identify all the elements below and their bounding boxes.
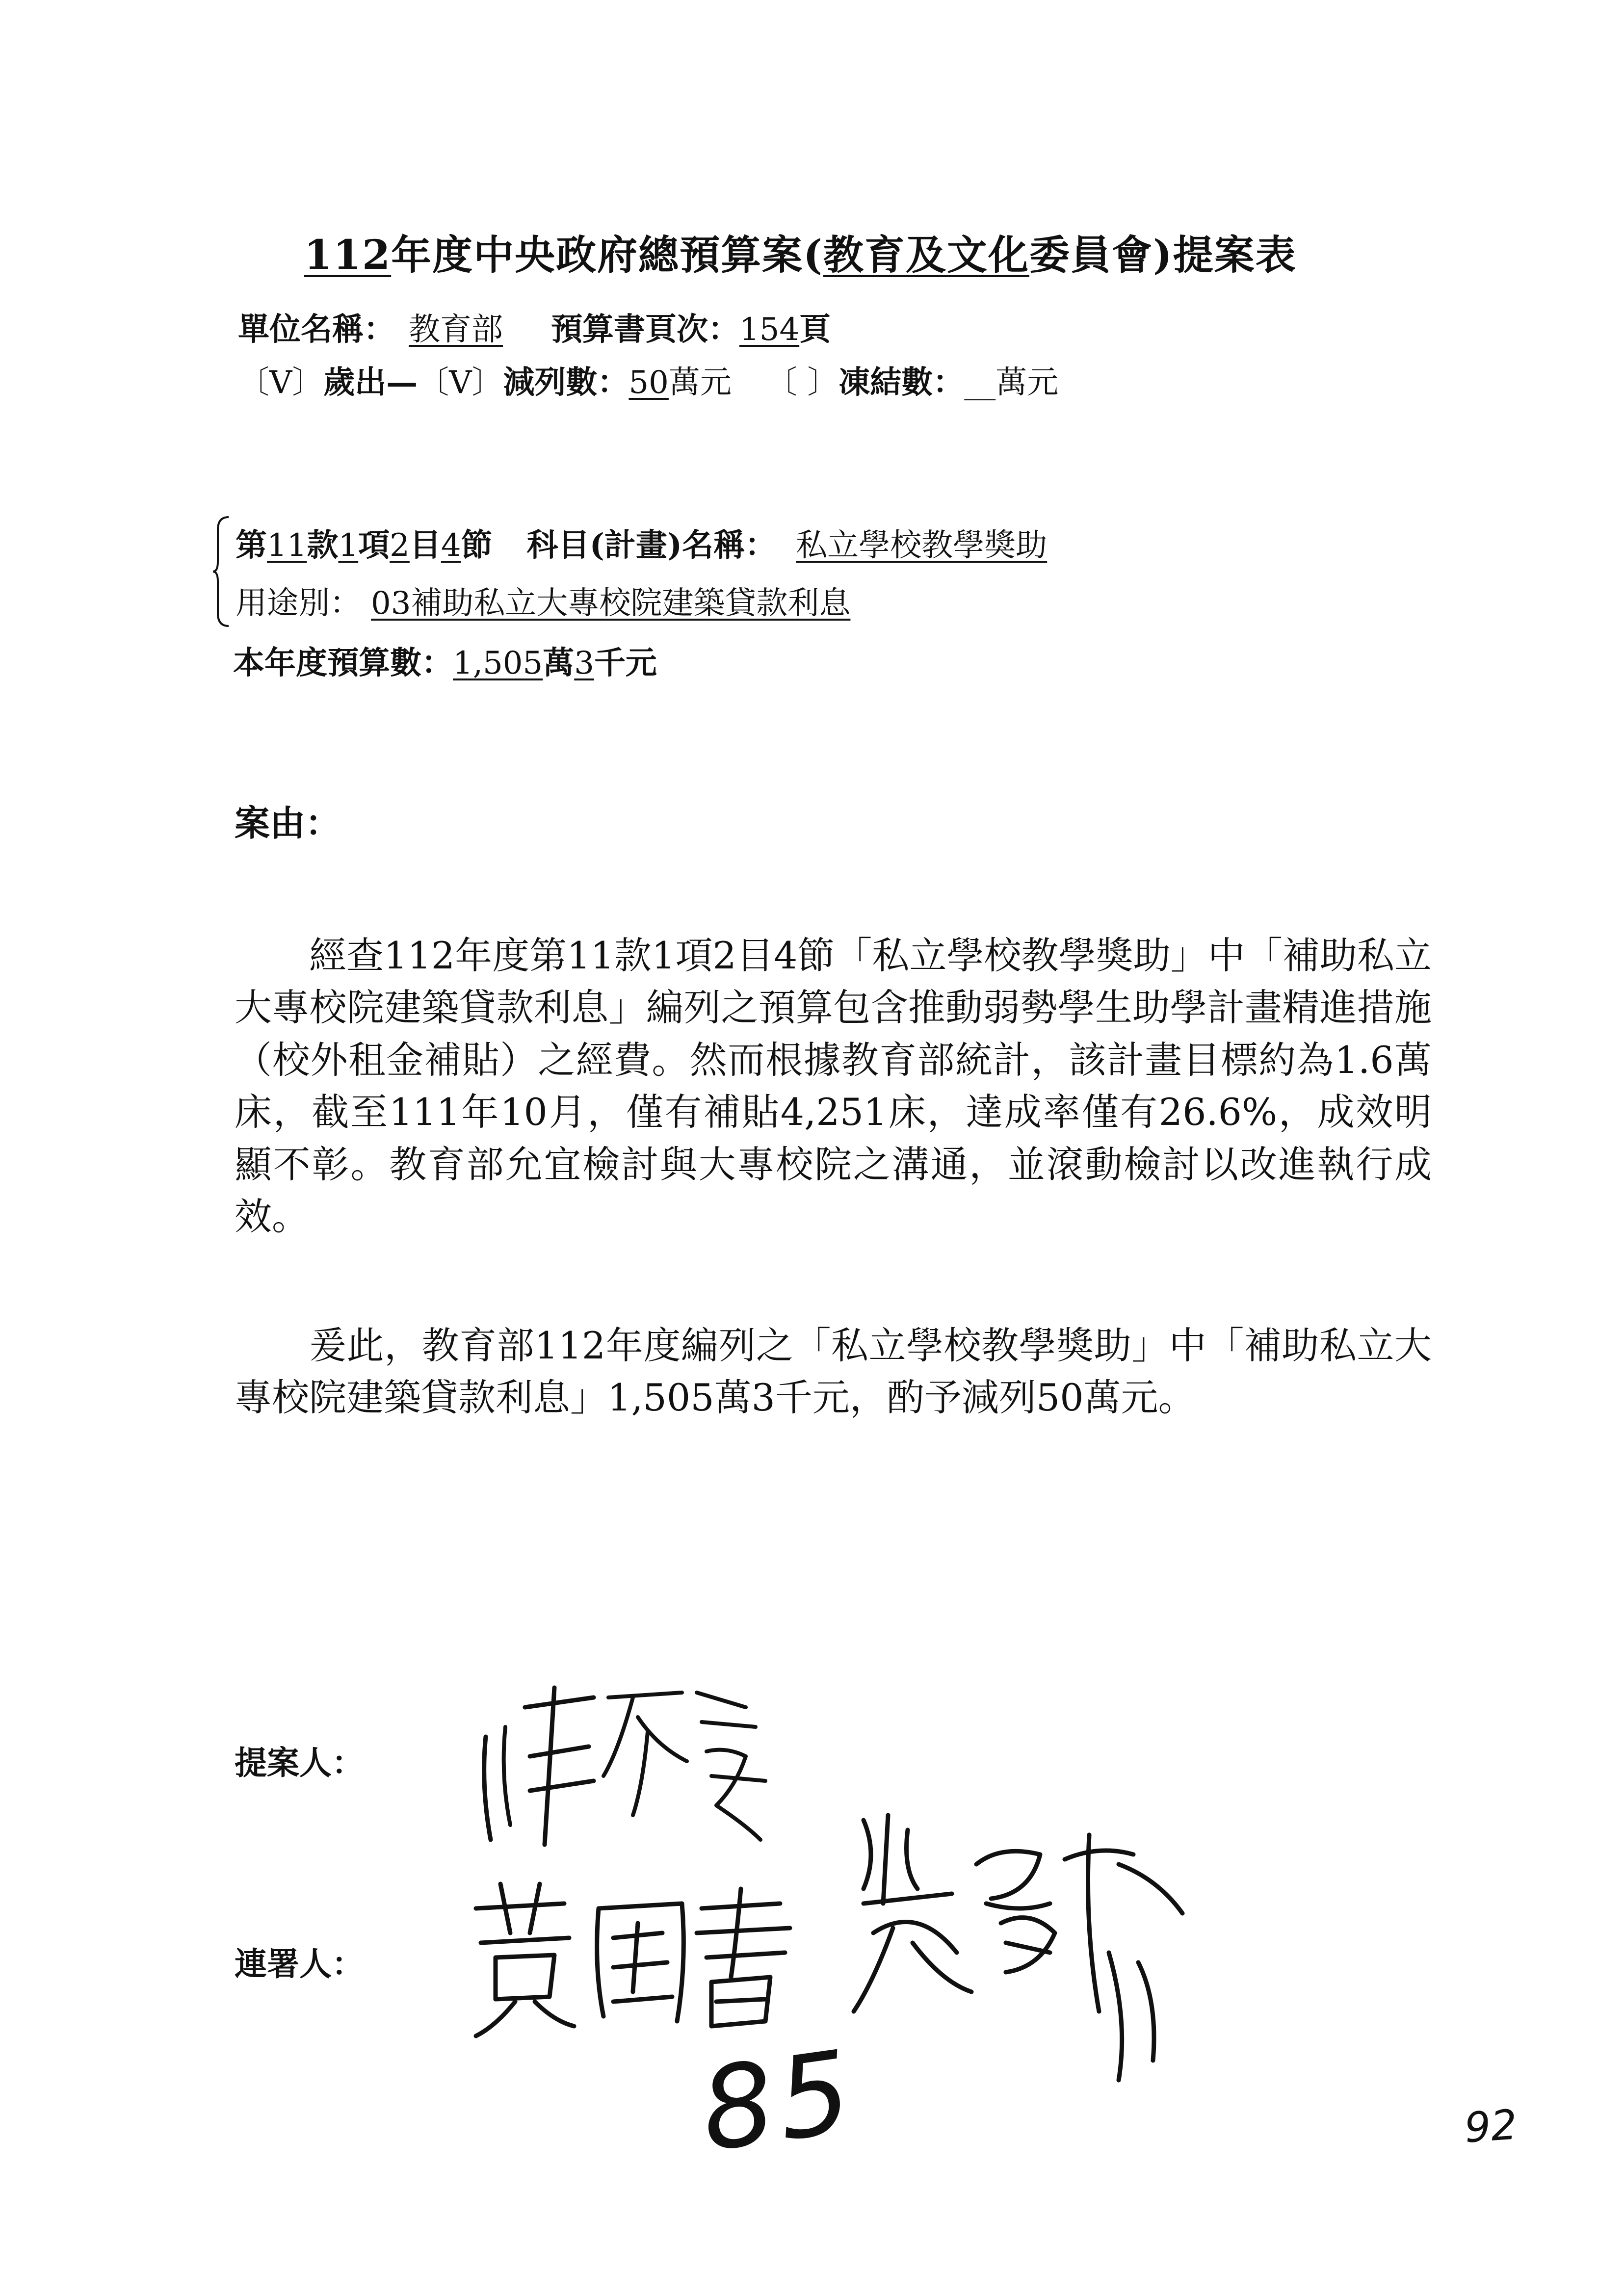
use-label: 用途別： — [236, 585, 361, 622]
cosigner-signature-2 — [844, 1805, 1197, 2119]
title-end: 委員會)提案表 — [1029, 232, 1297, 279]
subject-value: 私立學校教學獎助 — [796, 527, 1048, 564]
use-line — [236, 578, 870, 623]
reason-heading: 案由： — [235, 802, 341, 844]
title-year: 112 — [304, 232, 392, 279]
page-title — [304, 223, 1297, 281]
freeze-value: __ — [964, 365, 996, 401]
proposer-label: 提案人： — [235, 1744, 364, 1782]
page-label: 預算書頁次： — [551, 311, 739, 348]
kuan-label: 款 — [307, 527, 339, 564]
cosigner-signature-1 — [466, 1879, 819, 2041]
page-suffix: 頁 — [799, 311, 831, 348]
xiang-value: 1 — [338, 527, 359, 564]
amount-qian-label: 千元 — [594, 645, 657, 681]
unit-value: 教育部 — [409, 312, 503, 348]
handwritten-count: 85 — [693, 2026, 864, 2177]
unit-label: 單位名稱： — [238, 311, 395, 348]
jie-value: 4 — [441, 527, 461, 564]
jie-label: 節 — [461, 527, 493, 564]
reduce-label: 減列數： — [503, 364, 629, 401]
kuan-value: 11 — [267, 527, 307, 564]
cosigner-label: 連署人： — [235, 1945, 364, 1983]
mu-label: 目 — [409, 527, 441, 564]
amount-line — [233, 638, 657, 683]
reduce-unit: 萬元 — [668, 365, 732, 401]
proposer-signature — [471, 1678, 775, 1859]
section-line — [236, 520, 1057, 565]
reason-paragraph-1: 經查112年度第11款1項2目4節「私立學校教學獎助」中「補助私立大專校院建築貸款利息」編列之預算包含推動弱勢學生助學計畫精進措施（校外租金補貼）之經費。然而根據教育部統計，該計畫目標約為1.6萬床，截至111年10月，僅有補貼4,251床，達成率僅有26.6%，成效明顯不彰。教育部允宜檢討與大專校院之溝通，並滾動檢討以改進執行成效。 — [235, 934, 1432, 1238]
amount-qian-value: 3 — [574, 645, 594, 681]
xiang-label: 項 — [358, 527, 390, 564]
freeze-unit: 萬元 — [995, 365, 1059, 401]
amount-label: 本年度預算數： — [233, 645, 453, 681]
title-mid: 年度中央政府總預算案( — [391, 232, 823, 279]
reduce-value: 50 — [629, 365, 669, 401]
unit-line — [238, 304, 831, 349]
section-prefix: 第 — [236, 527, 267, 564]
mu-value: 2 — [390, 527, 410, 564]
title-committee: 教育及文化 — [823, 232, 1029, 279]
reduce-checkbox: 〔V〕 — [418, 365, 503, 401]
freeze-label: 凍結數： — [838, 364, 965, 401]
expense-checkbox: 〔V〕 — [238, 365, 324, 401]
page-number: 92 — [1463, 2100, 1519, 2152]
budget-line — [238, 357, 1058, 402]
amount-wan-label: 萬 — [543, 645, 575, 681]
amount-wan-value: 1,505 — [453, 645, 543, 681]
use-value: 03補助私立大專校院建築貸款利息 — [371, 585, 851, 622]
freeze-checkbox: 〔 〕 — [765, 365, 839, 401]
reason-paragraph-2: 爰此，教育部112年度編列之「私立學校教學獎助」中「補助私立大專校院建築貸款利息」1,505萬3千元，酌予減列50萬元。 — [235, 1324, 1432, 1420]
subject-label: 科目(計畫)名稱： — [526, 527, 777, 564]
left-brace — [211, 515, 231, 628]
expense-label: 歲出— — [323, 364, 418, 401]
page-value: 154 — [739, 312, 800, 348]
